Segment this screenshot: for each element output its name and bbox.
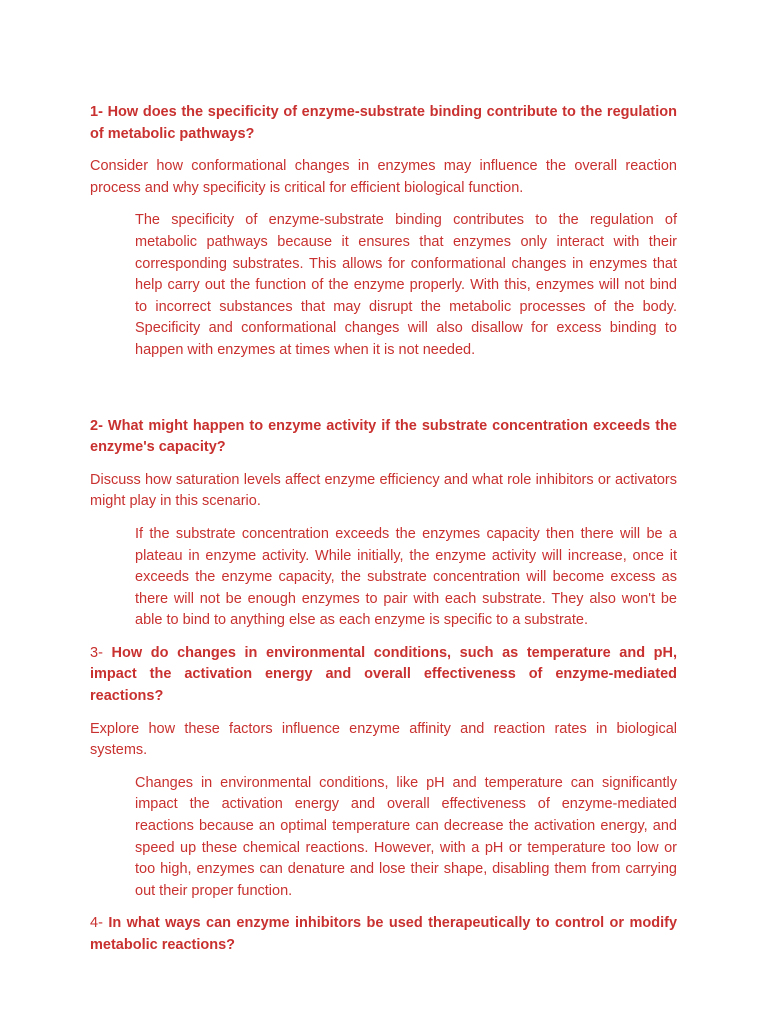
question-1-text: How does the specificity of enzyme-substrate binding contribute to the regulation of metabolic pathways? (90, 104, 678, 142)
question-3-text: How do changes in environmental conditions, such as temperature and pH, impact the activation energy and overall effectiveness of enzyme-mediated reactions? (90, 644, 678, 705)
answer-2: If the substrate concentration exceeds the enzymes capacity then there will be a plateau in enzyme activity. While initially, the enzyme activity will increase, once it exceeds the enzyme capacity, the substrate concentration will become excess as there will not be enough enzymes to pair with each substrate. They also won't be able to bind to anything else as each enzyme is specific to a substrate. (135, 525, 677, 629)
prompt-3: Explore how these factors influence enzyme affinity and reaction rates in biological systems. (90, 720, 677, 759)
question-2-text: What might happen to enzyme activity if the substrate concentration exceeds the enzyme's capacity? (90, 417, 677, 456)
section-spacer (90, 373, 677, 416)
prompt-2: Discuss how saturation levels affect enzyme efficiency and what role inhibitors or activators might play in this scenario. (90, 471, 677, 510)
document-page (90, 102, 677, 968)
question-2-number: 2- (90, 417, 103, 434)
question-4-number: 4- (90, 915, 103, 932)
prompt-1: Consider how conformational changes in enzymes may influence the overall reaction process and why specificity is critical for efficient biological function. (90, 158, 677, 196)
question-4-text: In what ways can enzyme inhibitors be used therapeutically to control or modify metabolic reactions? (90, 915, 678, 953)
question-3 (90, 643, 677, 708)
answer-3: Changes in environmental conditions, like pH and temperature can significantly impact the activation energy and overall effectiveness of enzyme-mediated reactions because an optimal temperature can decrease the activation energy, and speed up these chemical reactions. However, with a pH or temperature too low or too high, enzymes can denature and lose their shape, disabling them from carrying out their proper function. (135, 774, 677, 899)
question-1 (90, 102, 677, 145)
question-4 (90, 913, 677, 956)
question-1-number: 1- (90, 104, 103, 120)
question-3-number: 3- (90, 644, 103, 661)
answer-1: The specificity of enzyme-substrate binding contributes to the regulation of metabolic pathways because it ensures that enzymes only interact with their corresponding substrates. This allows for conformational changes in enzymes that help carry out the function of the enzyme properly. With this, enzymes will not bind to incorrect substances that may disrupt the metabolic processes of the body. Specificity and conformational changes will also disallow for excess binding to happen with enzymes at times when it is not needed. (135, 212, 677, 358)
question-2 (90, 416, 677, 459)
